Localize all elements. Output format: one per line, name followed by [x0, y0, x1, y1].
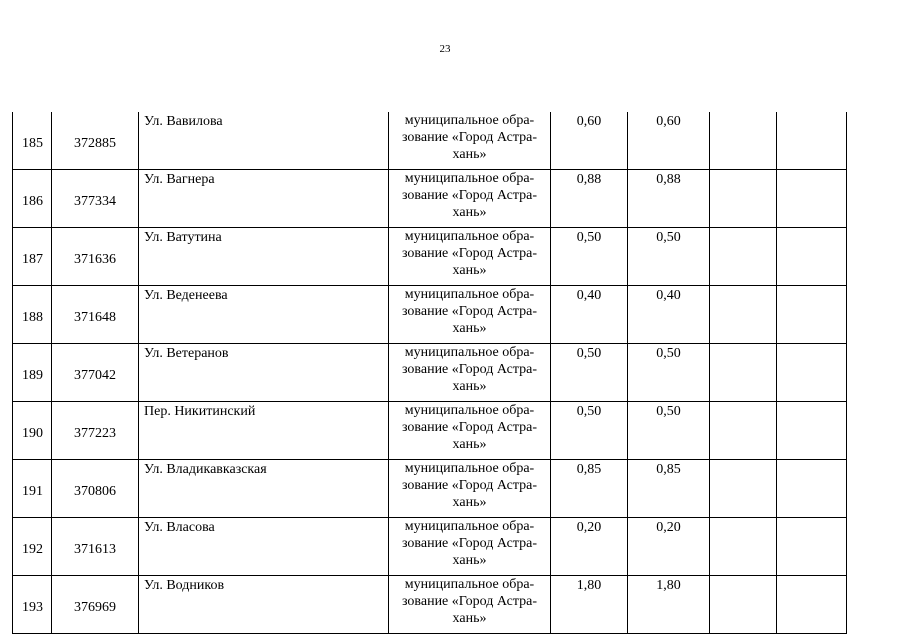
length-value-cell: 0,60	[551, 112, 628, 170]
road-code-cell: 377334	[52, 170, 139, 228]
page-number: 23	[439, 43, 451, 55]
table-row	[13, 518, 847, 576]
owner-line: зование «Город Астра-	[401, 246, 537, 261]
owner-line: зование «Город Астра-	[401, 420, 537, 435]
empty-cell	[777, 518, 847, 576]
street-name-cell: Ул. Ватутина	[139, 228, 389, 286]
table-row	[13, 576, 847, 634]
length-value-cell-2: 0,20	[628, 518, 710, 576]
owner-cell	[389, 112, 551, 170]
length-value-cell: 0,50	[551, 344, 628, 402]
road-code-cell: 372885	[52, 112, 139, 170]
empty-cell	[777, 576, 847, 634]
owner-line: хань»	[452, 321, 487, 336]
owner-line: хань»	[452, 379, 487, 394]
empty-cell	[710, 460, 777, 518]
table-row	[13, 228, 847, 286]
length-value-cell-2: 0,60	[628, 112, 710, 170]
table-row	[13, 460, 847, 518]
owner-line: муниципальное обра-	[404, 287, 535, 302]
owner-line: хань»	[452, 553, 487, 568]
owner-line: зование «Город Астра-	[401, 362, 537, 377]
length-value-cell-2: 0,50	[628, 344, 710, 402]
street-name-cell: Пер. Никитинский	[139, 402, 389, 460]
length-value-cell: 0,40	[551, 286, 628, 344]
owner-line: муниципальное обра-	[404, 345, 535, 360]
length-value-cell-2: 0,50	[628, 228, 710, 286]
table-row	[13, 170, 847, 228]
empty-cell	[777, 344, 847, 402]
table-row	[13, 112, 847, 170]
table-row	[13, 344, 847, 402]
empty-cell	[777, 460, 847, 518]
street-name-cell: Ул. Власова	[139, 518, 389, 576]
length-value-cell: 1,80	[551, 576, 628, 634]
owner-cell	[389, 170, 551, 228]
owner-line: муниципальное обра-	[404, 113, 535, 128]
owner-line: хань»	[452, 263, 487, 278]
owner-line: муниципальное обра-	[404, 171, 535, 186]
road-code-cell: 376969	[52, 576, 139, 634]
empty-cell	[777, 286, 847, 344]
road-code-cell: 371636	[52, 228, 139, 286]
owner-line: муниципальное обра-	[404, 577, 535, 592]
owner-line: зование «Город Астра-	[401, 478, 537, 493]
street-name-cell: Ул. Ветеранов	[139, 344, 389, 402]
row-number-cell: 193	[13, 576, 52, 634]
street-name-cell: Ул. Владикавказская	[139, 460, 389, 518]
owner-line: зование «Город Астра-	[401, 304, 537, 319]
owner-cell	[389, 518, 551, 576]
empty-cell	[710, 286, 777, 344]
owner-line: хань»	[452, 147, 487, 162]
owner-cell	[389, 344, 551, 402]
empty-cell	[777, 112, 847, 170]
street-name-cell: Ул. Вавилова	[139, 112, 389, 170]
empty-cell	[710, 518, 777, 576]
owner-line: зование «Город Астра-	[401, 188, 537, 203]
owner-line: муниципальное обра-	[404, 403, 535, 418]
length-value-cell-2: 0,85	[628, 460, 710, 518]
empty-cell	[710, 112, 777, 170]
owner-line: муниципальное обра-	[404, 229, 535, 244]
owner-line: хань»	[452, 495, 487, 510]
empty-cell	[710, 576, 777, 634]
table-row	[13, 402, 847, 460]
owner-line: зование «Город Астра-	[401, 536, 537, 551]
owner-line: муниципальное обра-	[404, 461, 535, 476]
length-value-cell: 0,88	[551, 170, 628, 228]
street-name-cell: Ул. Водников	[139, 576, 389, 634]
owner-line: муниципальное обра-	[404, 519, 535, 534]
row-number-cell: 190	[13, 402, 52, 460]
owner-cell	[389, 286, 551, 344]
row-number-cell: 188	[13, 286, 52, 344]
empty-cell	[777, 170, 847, 228]
owner-line: хань»	[452, 611, 487, 626]
road-code-cell: 371648	[52, 286, 139, 344]
empty-cell	[777, 402, 847, 460]
owner-line: зование «Город Астра-	[401, 130, 537, 145]
owner-cell	[389, 228, 551, 286]
row-number-cell: 192	[13, 518, 52, 576]
row-number-cell: 185	[13, 112, 52, 170]
length-value-cell: 0,50	[551, 228, 628, 286]
empty-cell	[710, 344, 777, 402]
row-number-cell: 191	[13, 460, 52, 518]
empty-cell	[710, 228, 777, 286]
owner-line: хань»	[452, 437, 487, 452]
empty-cell	[777, 228, 847, 286]
street-name-cell: Ул. Веденеева	[139, 286, 389, 344]
table-row	[13, 286, 847, 344]
road-code-cell: 377042	[52, 344, 139, 402]
street-name-cell: Ул. Вагнера	[139, 170, 389, 228]
empty-cell	[710, 170, 777, 228]
roads-table	[12, 112, 847, 634]
length-value-cell-2: 1,80	[628, 576, 710, 634]
length-value-cell-2: 0,50	[628, 402, 710, 460]
owner-cell	[389, 402, 551, 460]
owner-cell	[389, 576, 551, 634]
row-number-cell: 186	[13, 170, 52, 228]
length-value-cell-2: 0,40	[628, 286, 710, 344]
owner-line: зование «Город Астра-	[401, 594, 537, 609]
length-value-cell: 0,50	[551, 402, 628, 460]
row-number-cell: 187	[13, 228, 52, 286]
length-value-cell-2: 0,88	[628, 170, 710, 228]
length-value-cell: 0,85	[551, 460, 628, 518]
length-value-cell: 0,20	[551, 518, 628, 576]
road-code-cell: 371613	[52, 518, 139, 576]
road-code-cell: 377223	[52, 402, 139, 460]
owner-cell	[389, 460, 551, 518]
row-number-cell: 189	[13, 344, 52, 402]
owner-line: хань»	[452, 205, 487, 220]
road-code-cell: 370806	[52, 460, 139, 518]
empty-cell	[710, 402, 777, 460]
